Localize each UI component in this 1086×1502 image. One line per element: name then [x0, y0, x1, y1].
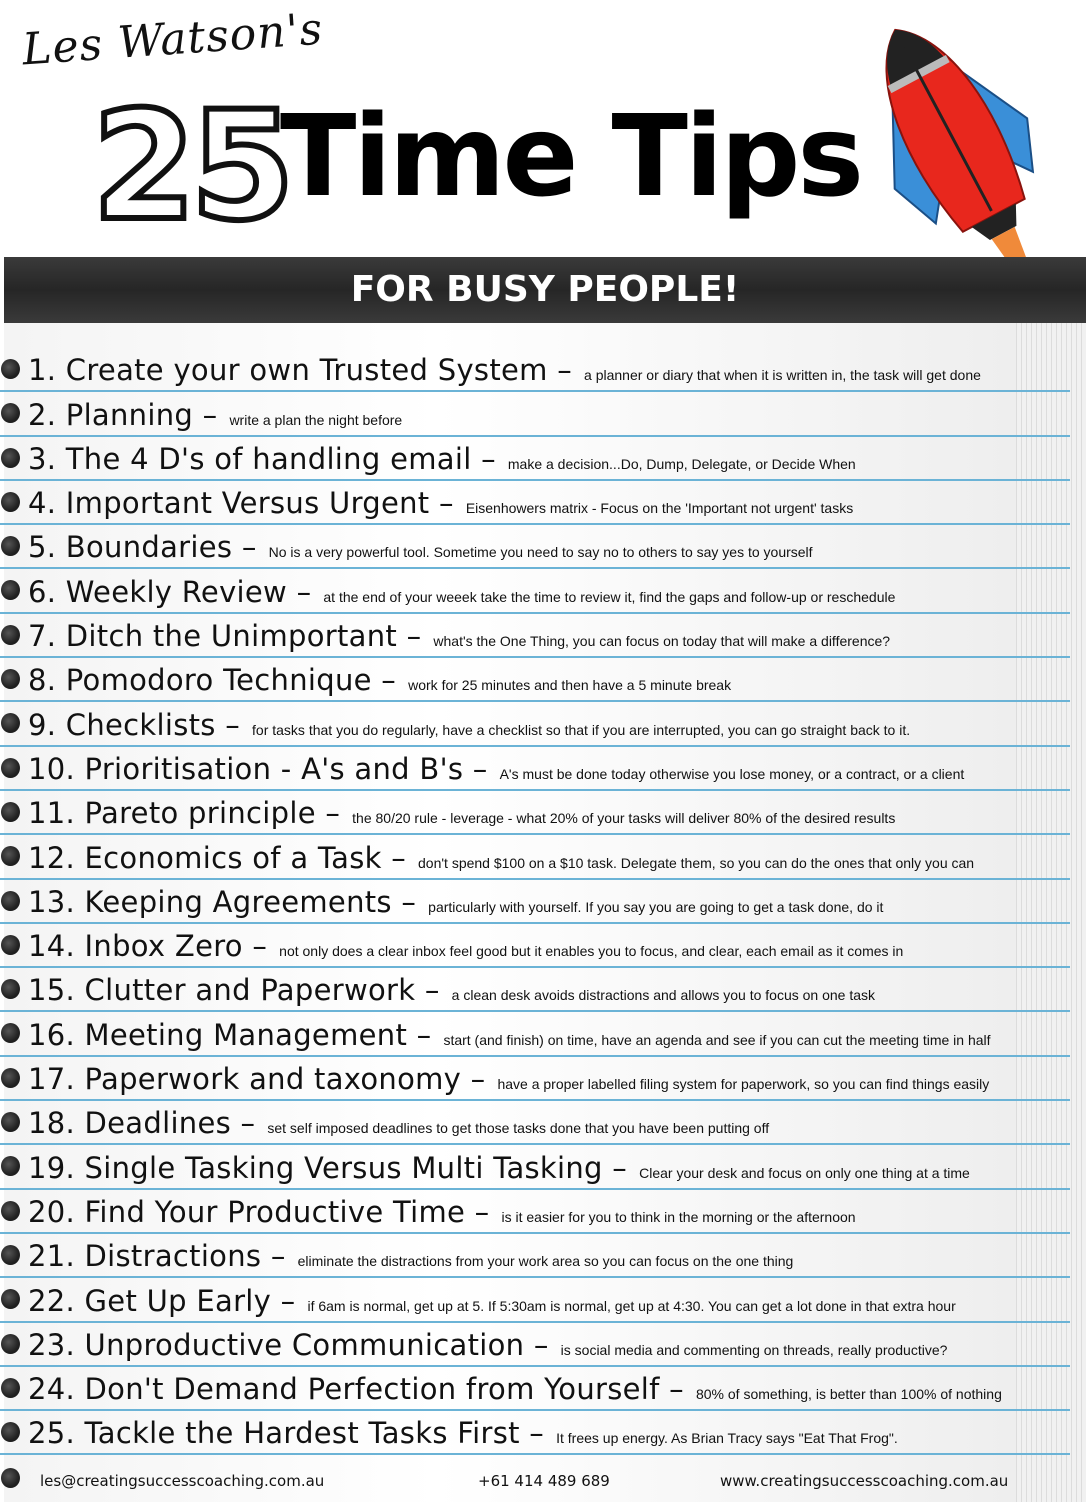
tip-title: [28, 1151, 970, 1185]
tip-title: [28, 841, 974, 875]
tip-description: set self imposed deadlines to get those tasks done that you have been putting off: [267, 1120, 770, 1137]
tip-description: make a decision...Do, Dump, Delegate, or Decide When: [507, 455, 856, 472]
binder-ring-icon: [1, 979, 20, 999]
tip-title-text: 10. Prioritisation - A's and B's –: [28, 751, 488, 786]
tip-title-text: 12. Economics of a Task –: [28, 840, 407, 875]
binder-ring-icon: [1, 536, 20, 556]
tip-description: 80% of something, is better than 100% of nothing: [695, 1386, 1002, 1403]
tip-item: [0, 1145, 1070, 1189]
tip-description: A's must be done today otherwise you lose money, or a contract, or a client: [499, 765, 965, 782]
tip-description: what's the One Thing, you can focus on today that will make a difference?: [433, 633, 891, 650]
tip-item: [0, 791, 1070, 835]
tip-title: [28, 1195, 856, 1229]
tip-description: It frees up energy. As Brian Tracy says "Eat That Frog".: [556, 1430, 898, 1447]
tip-title: [28, 442, 856, 476]
binder-ring-icon: [1, 1468, 20, 1488]
tip-description: Eisenhowers matrix - Focus on the 'Important not urgent' tasks: [465, 500, 854, 517]
tip-item: [0, 702, 1070, 746]
tip-description: have a proper labelled filing system for paperwork, so you can find things easily: [497, 1076, 990, 1093]
tip-title-text: 6. Weekly Review –: [28, 574, 312, 609]
tip-title-text: 16. Meeting Management –: [28, 1017, 432, 1052]
tip-title: [28, 708, 910, 742]
tip-title: [28, 1018, 991, 1052]
tip-description: eliminate the distractions from your work area so you can focus on the one thing: [297, 1253, 794, 1270]
tips-list: [0, 348, 1070, 1455]
binder-ring-icon: [1, 580, 20, 600]
tip-title-text: 4. Important Versus Urgent –: [28, 486, 454, 521]
author-signature: Les Watson's: [20, 3, 325, 76]
binder-ring-icon: [1, 1068, 20, 1088]
tip-item: [0, 1101, 1070, 1145]
banner: [4, 257, 1086, 323]
binder-ring-icon: [1, 359, 20, 379]
tip-title: [28, 1416, 898, 1450]
tip-item: [0, 614, 1070, 658]
tip-title: [28, 575, 895, 609]
tip-description: is social media and commenting on threads, really productive?: [560, 1341, 948, 1358]
binder-ring-icon: [1, 758, 20, 778]
tip-title: [28, 885, 883, 919]
tip-title: [28, 973, 875, 1007]
tip-description: is it easier for you to think in the morning or the afternoon: [501, 1208, 856, 1225]
tip-title-text: 21. Distractions –: [28, 1239, 286, 1274]
tip-title-text: 15. Clutter and Paperwork –: [28, 973, 440, 1008]
tip-item: [0, 924, 1070, 968]
tip-item: [0, 880, 1070, 924]
binder-ring-icon: [1, 1289, 20, 1309]
tip-item: [0, 437, 1070, 481]
tip-description: a clean desk avoids distractions and allows you to focus on one task: [451, 987, 876, 1004]
tip-item: [0, 1278, 1070, 1322]
tip-title: [28, 752, 964, 786]
tip-description: No is a very powerful tool. Sometime you need to say no to others to say yes to yourself: [268, 544, 813, 561]
binder-ring-icon: [1, 1156, 20, 1176]
tip-item: [0, 1367, 1070, 1411]
binder-ring-icon: [1, 669, 20, 689]
tip-title-text: 17. Paperwork and taxonomy –: [28, 1062, 486, 1097]
tip-description: a planner or diary that when it is written in, the task will get done: [584, 367, 981, 384]
tip-title-text: 20. Find Your Productive Time –: [28, 1194, 490, 1229]
tip-item: [0, 1057, 1070, 1101]
tip-title: [28, 530, 813, 564]
tip-description: the 80/20 rule - leverage - what 20% of your tasks will deliver 80% of the desired results: [352, 810, 896, 827]
tip-item: [0, 1234, 1070, 1278]
tip-title: [28, 1284, 956, 1318]
binder-ring-icon: [1, 1023, 20, 1043]
tip-item: [0, 835, 1070, 879]
tip-title: [28, 619, 890, 653]
tip-title: [28, 398, 402, 432]
tip-title-text: 22. Get Up Early –: [28, 1283, 296, 1318]
tip-title: [28, 353, 981, 387]
binder-ring-icon: [1, 625, 20, 645]
tip-description: write a plan the night before: [229, 411, 403, 428]
tip-item: [0, 1190, 1070, 1234]
binder-ring-icon: [1, 1201, 20, 1221]
tip-item: [0, 1012, 1070, 1056]
page-title: Time Tips: [280, 92, 862, 222]
tip-item: [0, 658, 1070, 702]
binder-ring-icon: [1, 713, 20, 733]
tip-title-text: 14. Inbox Zero –: [28, 929, 268, 964]
binder-ring-icon: [1, 935, 20, 955]
tip-description: at the end of your weeek take the time to review it, find the gaps and follow-up or reschedule: [323, 588, 896, 605]
tip-description: if 6am is normal, get up at 5. If 5:30am is normal, get up at 4:30. You can get a lot done in that extra hour: [307, 1297, 956, 1314]
tip-item: [0, 1323, 1070, 1367]
tip-title-text: 3. The 4 D's of handling email –: [28, 441, 496, 476]
tip-description: work for 25 minutes and then have a 5 minute break: [408, 677, 732, 694]
tip-description: Clear your desk and focus on only one thing at a time: [639, 1164, 970, 1181]
tip-title-text: 1. Create your own Trusted System –: [28, 353, 573, 388]
tip-item: [0, 348, 1070, 392]
tip-title: [28, 929, 903, 963]
binder-ring-icon: [1, 1378, 20, 1398]
tip-title-text: 19. Single Tasking Versus Multi Tasking –: [28, 1150, 628, 1185]
tip-title: [28, 663, 731, 697]
tip-item: [0, 747, 1070, 791]
tip-title: [28, 1239, 793, 1273]
tip-title-text: 23. Unproductive Communication –: [28, 1327, 549, 1362]
binder-ring-icon: [1, 846, 20, 866]
footer-email[interactable]: les@creatingsuccesscoaching.com.au: [40, 1472, 325, 1490]
tip-title: [28, 796, 895, 830]
tip-title: [28, 486, 853, 520]
tip-title-text: 18. Deadlines –: [28, 1106, 256, 1141]
binder-ring-icon: [1, 1334, 20, 1354]
binder-ring-icon: [1, 492, 20, 512]
tip-title-text: 11. Pareto principle –: [28, 796, 341, 831]
tip-title-text: 24. Don't Demand Perfection from Yourself –: [28, 1372, 684, 1407]
tip-description: for tasks that you do regularly, have a checklist so that if you are interrupted, you can go straight back to it.: [252, 721, 911, 738]
binder-ring-icon: [1, 891, 20, 911]
tip-item: [0, 569, 1070, 613]
tip-description: start (and finish) on time, have an agenda and see if you can cut the meeting time in half: [443, 1031, 991, 1048]
tip-item: [0, 968, 1070, 1012]
tip-description: not only does a clear inbox feel good but it enables you to focus, and clear, each email as it comes in: [279, 943, 904, 960]
tip-description: particularly with yourself. If you say you are going to get a task done, do it: [428, 898, 884, 915]
tip-title-text: 25. Tackle the Hardest Tasks First –: [28, 1416, 545, 1451]
tip-title-text: 9. Checklists –: [28, 707, 241, 742]
tip-item: [0, 525, 1070, 569]
tip-title-text: 2. Planning –: [28, 397, 218, 432]
tip-item: [0, 481, 1070, 525]
title-number: 25: [92, 80, 289, 254]
tip-title-text: 8. Pomodoro Technique –: [28, 663, 397, 698]
tip-title: [28, 1062, 989, 1096]
binder-ring-icon: [1, 1245, 20, 1265]
tip-title: [28, 1372, 1002, 1406]
binder-ring-icon: [1, 1112, 20, 1132]
binder-ring-icon: [1, 1422, 20, 1442]
tip-description: don't spend $100 on a $10 task. Delegate them, so you can do the ones that only you can: [418, 854, 975, 871]
banner-text: FOR BUSY PEOPLE!: [350, 269, 740, 310]
binder-ring-icon: [1, 802, 20, 822]
tip-title: [28, 1328, 947, 1362]
footer: [0, 1466, 1086, 1502]
tip-title-text: 5. Boundaries –: [28, 530, 257, 565]
tip-title-text: 13. Keeping Agreements –: [28, 884, 417, 919]
footer-phone[interactable]: +61 414 489 689: [478, 1472, 610, 1490]
footer-website[interactable]: www.creatingsuccesscoaching.com.au: [720, 1472, 1009, 1490]
tip-title: [28, 1106, 769, 1140]
tip-item: [0, 392, 1070, 436]
tip-title-text: 7. Ditch the Unimportant –: [28, 619, 422, 654]
tip-item: [0, 1411, 1070, 1455]
binder-ring-icon: [1, 403, 20, 423]
binder-ring-icon: [1, 448, 20, 468]
